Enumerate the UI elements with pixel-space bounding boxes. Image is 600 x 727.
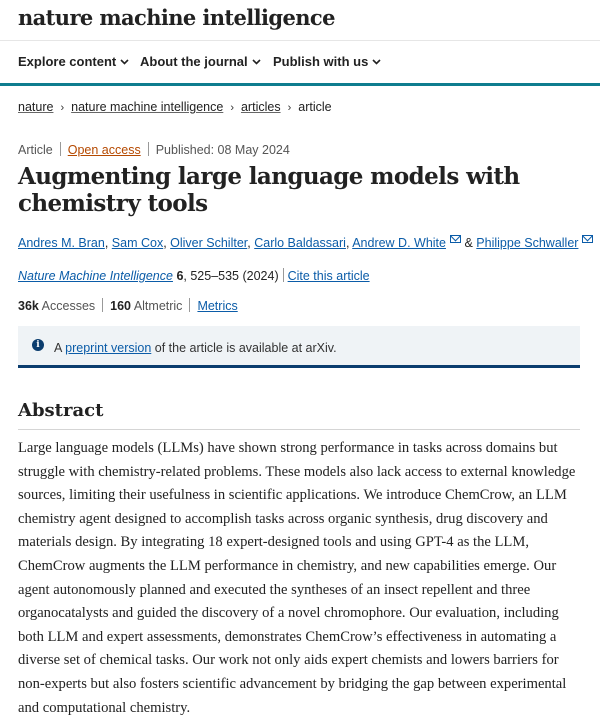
article-title: Augmenting large language models with chemistry tools: [18, 163, 520, 217]
published-date: Published: 08 May 2024: [155, 143, 290, 157]
mail-icon[interactable]: [450, 235, 461, 243]
cite-this-article-link[interactable]: Cite this article: [287, 269, 370, 283]
divider: [102, 298, 103, 312]
divider: [148, 142, 149, 156]
article-meta: [18, 142, 290, 157]
breadcrumb: [18, 100, 332, 114]
journal-name: Nature Machine Intelligence: [18, 269, 173, 283]
chevron-right-icon: ›: [287, 102, 292, 114]
metrics-line: [18, 298, 238, 313]
altmetric-label: Altmetric: [133, 299, 183, 313]
author-link[interactable]: Oliver Schilter: [170, 236, 248, 250]
divider: [283, 268, 284, 282]
author-list: Andres M. Bran, Sam Cox, Oliver Schilter, Carlo Baldassari, Andrew D. White & Philippe Schwaller: [18, 235, 593, 250]
altmetric-count: 160: [110, 299, 132, 313]
divider: [18, 429, 580, 430]
author-link[interactable]: Sam Cox: [111, 236, 164, 250]
author-link[interactable]: Andres M. Bran: [18, 236, 105, 250]
chevron-right-icon: ›: [60, 102, 65, 114]
nav-about-journal[interactable]: [140, 54, 261, 69]
nav-label: Publish with us: [273, 54, 369, 69]
pages-year: , 525–535 (2024): [183, 269, 279, 283]
author-link[interactable]: Andrew D. White: [352, 236, 446, 250]
breadcrumb-articles[interactable]: articles: [240, 100, 281, 114]
divider: [189, 298, 190, 312]
main-nav: [0, 41, 600, 86]
open-access-link[interactable]: Open access: [67, 143, 141, 157]
preprint-notice: [18, 326, 580, 368]
chevron-right-icon: ›: [230, 102, 234, 114]
info-icon: i: [32, 339, 44, 351]
nav-publish-with-us[interactable]: [273, 54, 381, 69]
chevron-down-icon: [372, 59, 381, 65]
mail-icon[interactable]: [582, 235, 593, 243]
nav-label: Explore content: [18, 54, 117, 69]
breadcrumb-current: article: [298, 100, 332, 114]
notice-suffix: of the article is available at arXiv.: [154, 341, 337, 355]
metrics-link[interactable]: Metrics: [197, 299, 238, 313]
divider: [60, 142, 61, 156]
preprint-link[interactable]: preprint version: [65, 341, 152, 355]
volume: 6: [176, 269, 184, 283]
journal-logo[interactable]: nature machine intelligence: [18, 5, 335, 30]
abstract-heading: Abstract: [18, 400, 104, 421]
notice-prefix: A: [54, 341, 62, 355]
nav-explore-content[interactable]: [18, 54, 129, 69]
nav-label: About the journal: [140, 54, 248, 69]
author-link[interactable]: Philippe Schwaller: [476, 236, 579, 250]
notice-text: [54, 341, 337, 355]
chevron-down-icon: [120, 59, 129, 65]
article-type: Article: [18, 143, 53, 157]
accesses-count: 36k: [18, 299, 39, 313]
author-conjunction: &: [464, 236, 473, 250]
journal-link[interactable]: [18, 269, 173, 283]
breadcrumb-nature[interactable]: nature: [18, 100, 54, 114]
accesses-label: Accesses: [41, 299, 96, 313]
chevron-down-icon: [252, 59, 261, 65]
site-header: [0, 0, 600, 41]
breadcrumb-journal[interactable]: nature machine intelligence: [71, 100, 224, 114]
citation-line: [18, 268, 370, 283]
abstract-text: Large language models (LLMs) have shown strong performance in tasks across domains but struggle with chemistry-related problems. These models also lack access to external knowledge sources, limiting their usefulness in scientific applications. We introduce ChemCrow, an LLM chemistry agent designed to accomplish tasks across organic synthesis, drug discovery and materials design. By integrating 18 expert-designed tools and using GPT-4 as the LLM, ChemCrow augments the LLM performance in chemistry, and new capabilities emerge. Our agent autonomously planned and executed the syntheses of an insect repellent and three organocatalysts and guided the discovery of a novel chromophore. Our evaluation, including both LLM and expert assessments, demonstrates ChemCrow’s effectiveness in automating a diverse set of chemical tasks. Our work not only aids expert chemists and lowers barriers for non-experts but also fosters scientific advancement by bridging the gap between experimental and computational chemistry.: [18, 440, 576, 716]
author-link[interactable]: Carlo Baldassari: [254, 236, 346, 250]
